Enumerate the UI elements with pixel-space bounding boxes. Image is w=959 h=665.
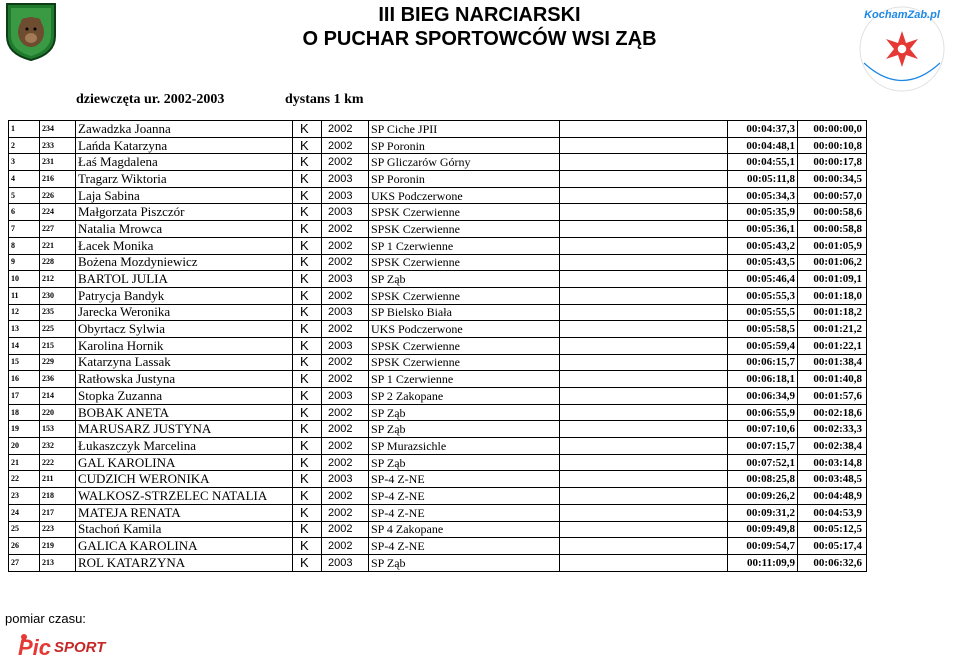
result-row — [9, 287, 867, 304]
result-club: SPSK Czerwienne — [369, 337, 560, 354]
result-place: 27 — [9, 554, 40, 571]
result-sex: K — [293, 454, 322, 471]
result-sex: K — [293, 121, 322, 138]
result-time: 00:04:37,3 — [728, 121, 798, 138]
result-place: 14 — [9, 337, 40, 354]
result-club: SPSK Czerwienne — [369, 221, 560, 238]
result-year: 2003 — [322, 388, 369, 405]
result-row — [9, 371, 867, 388]
result-bib: 222 — [40, 454, 76, 471]
result-row — [9, 237, 867, 254]
result-row — [9, 221, 867, 238]
result-diff: 00:01:22,1 — [798, 337, 867, 354]
result-year: 2002 — [322, 254, 369, 271]
result-club: SP Gliczarów Górny — [369, 154, 560, 171]
result-time: 00:09:54,7 — [728, 538, 798, 555]
result-diff: 00:01:06,2 — [798, 254, 867, 271]
result-empty-cell — [560, 404, 728, 421]
result-sex: K — [293, 237, 322, 254]
result-empty-cell — [560, 354, 728, 371]
result-time: 00:04:48,1 — [728, 137, 798, 154]
result-diff: 00:02:38,4 — [798, 438, 867, 455]
result-sex: K — [293, 404, 322, 421]
result-sex: K — [293, 287, 322, 304]
result-place: 26 — [9, 538, 40, 555]
result-time: 00:05:55,5 — [728, 304, 798, 321]
result-year: 2002 — [322, 121, 369, 138]
result-empty-cell — [560, 321, 728, 338]
result-empty-cell — [560, 488, 728, 505]
result-sex: K — [293, 171, 322, 188]
result-club: SP 1 Czerwienne — [369, 237, 560, 254]
result-name: Natalia Mrowca — [76, 221, 293, 238]
result-club: SP-4 Z-NE — [369, 504, 560, 521]
result-time: 00:04:55,1 — [728, 154, 798, 171]
result-sex: K — [293, 187, 322, 204]
result-row — [9, 187, 867, 204]
result-place: 21 — [9, 454, 40, 471]
result-time: 00:09:26,2 — [728, 488, 798, 505]
result-year: 2002 — [322, 421, 369, 438]
pic-sport-logo — [16, 630, 116, 662]
result-empty-cell — [560, 171, 728, 188]
result-name: Zawadzka Joanna — [76, 121, 293, 138]
result-place: 6 — [9, 204, 40, 221]
result-diff: 00:04:48,9 — [798, 488, 867, 505]
result-time: 00:05:43,2 — [728, 237, 798, 254]
result-club: SPSK Czerwienne — [369, 254, 560, 271]
result-bib: 219 — [40, 538, 76, 555]
result-diff: 00:01:05,9 — [798, 237, 867, 254]
result-time: 00:05:11,8 — [728, 171, 798, 188]
result-diff: 00:00:10,8 — [798, 137, 867, 154]
result-name: MATEJA RENATA — [76, 504, 293, 521]
result-bib: 224 — [40, 204, 76, 221]
result-empty-cell — [560, 304, 728, 321]
result-club: SP Bielsko Biała — [369, 304, 560, 321]
result-sex: K — [293, 271, 322, 288]
result-diff: 00:05:17,4 — [798, 538, 867, 555]
result-time: 00:06:15,7 — [728, 354, 798, 371]
result-year: 2002 — [322, 287, 369, 304]
result-place: 8 — [9, 237, 40, 254]
result-empty-cell — [560, 538, 728, 555]
result-empty-cell — [560, 504, 728, 521]
result-place: 20 — [9, 438, 40, 455]
result-year: 2002 — [322, 538, 369, 555]
result-place: 17 — [9, 388, 40, 405]
result-bib: 215 — [40, 337, 76, 354]
result-row — [9, 438, 867, 455]
result-time: 00:05:43,5 — [728, 254, 798, 271]
result-time: 00:07:10,6 — [728, 421, 798, 438]
result-club: SPSK Czerwienne — [369, 287, 560, 304]
result-year: 2002 — [322, 404, 369, 421]
result-place: 11 — [9, 287, 40, 304]
result-name: ROL KATARZYNA — [76, 554, 293, 571]
result-club: SP Ząb — [369, 421, 560, 438]
result-bib: 228 — [40, 254, 76, 271]
result-time: 00:08:25,8 — [728, 471, 798, 488]
result-sex: K — [293, 471, 322, 488]
result-place: 7 — [9, 221, 40, 238]
result-time: 00:11:09,9 — [728, 554, 798, 571]
result-club: SP-4 Z-NE — [369, 538, 560, 555]
result-place: 22 — [9, 471, 40, 488]
result-sex: K — [293, 254, 322, 271]
result-name: Lańda Katarzyna — [76, 137, 293, 154]
result-name: MARUSARZ JUSTYNA — [76, 421, 293, 438]
result-row — [9, 354, 867, 371]
result-time: 00:05:58,5 — [728, 321, 798, 338]
result-year: 2002 — [322, 137, 369, 154]
result-empty-cell — [560, 471, 728, 488]
result-row — [9, 388, 867, 405]
result-name: Katarzyna Lassak — [76, 354, 293, 371]
event-title-line1: III BIEG NARCIARSKI — [378, 4, 581, 26]
result-place: 25 — [9, 521, 40, 538]
category-label: dziewczęta ur. 2002-2003 — [76, 92, 225, 107]
result-row — [9, 321, 867, 338]
result-club: SP Ząb — [369, 404, 560, 421]
result-bib: 230 — [40, 287, 76, 304]
result-name: Łacek Monika — [76, 237, 293, 254]
svg-text:SPORT: SPORT — [54, 639, 106, 656]
result-name: Patrycja Bandyk — [76, 287, 293, 304]
result-sex: K — [293, 438, 322, 455]
result-empty-cell — [560, 137, 728, 154]
result-bib: 235 — [40, 304, 76, 321]
result-diff: 00:03:48,5 — [798, 471, 867, 488]
result-club: SP Ząb — [369, 454, 560, 471]
result-diff: 00:00:58,8 — [798, 221, 867, 238]
result-place: 10 — [9, 271, 40, 288]
timing-label: pomiar czasu: — [5, 611, 86, 626]
result-diff: 00:00:17,8 — [798, 154, 867, 171]
result-name: Stopka Zuzanna — [76, 388, 293, 405]
result-time: 00:05:46,4 — [728, 271, 798, 288]
result-place: 2 — [9, 137, 40, 154]
result-row — [9, 504, 867, 521]
result-bib: 226 — [40, 187, 76, 204]
result-diff: 00:00:57,0 — [798, 187, 867, 204]
result-row — [9, 154, 867, 171]
result-empty-cell — [560, 187, 728, 204]
result-year: 2002 — [322, 521, 369, 538]
result-place: 19 — [9, 421, 40, 438]
right-logo-text: KochamZab.pl — [864, 9, 940, 21]
result-time: 00:06:18,1 — [728, 371, 798, 388]
result-year: 2003 — [322, 271, 369, 288]
result-row — [9, 538, 867, 555]
result-diff: 00:02:33,3 — [798, 421, 867, 438]
result-time: 00:06:34,9 — [728, 388, 798, 405]
result-diff: 00:01:18,2 — [798, 304, 867, 321]
result-diff: 00:05:12,5 — [798, 521, 867, 538]
result-name: Łaś Magdalena — [76, 154, 293, 171]
result-name: Laja Sabina — [76, 187, 293, 204]
result-row — [9, 488, 867, 505]
result-row — [9, 121, 867, 138]
result-name: BARTOL JULIA — [76, 271, 293, 288]
result-time: 00:06:55,9 — [728, 404, 798, 421]
result-name: Małgorzata Piszczór — [76, 204, 293, 221]
result-year: 2003 — [322, 337, 369, 354]
result-year: 2002 — [322, 221, 369, 238]
result-year: 2002 — [322, 237, 369, 254]
result-row — [9, 404, 867, 421]
result-place: 4 — [9, 171, 40, 188]
result-row — [9, 421, 867, 438]
result-bib: 236 — [40, 371, 76, 388]
result-empty-cell — [560, 421, 728, 438]
result-row — [9, 471, 867, 488]
result-place: 13 — [9, 321, 40, 338]
result-time: 00:07:15,7 — [728, 438, 798, 455]
result-bib: 220 — [40, 404, 76, 421]
result-empty-cell — [560, 121, 728, 138]
result-place: 15 — [9, 354, 40, 371]
result-bib: 233 — [40, 137, 76, 154]
result-bib: 234 — [40, 121, 76, 138]
result-bib: 221 — [40, 237, 76, 254]
event-title-line2: O PUCHAR SPORTOWCÓW WSI ZĄB — [302, 28, 657, 50]
result-club: SPSK Czerwienne — [369, 204, 560, 221]
result-bib: 232 — [40, 438, 76, 455]
result-sex: K — [293, 521, 322, 538]
result-empty-cell — [560, 371, 728, 388]
result-year: 2002 — [322, 371, 369, 388]
svg-text:Pic: Pic — [18, 635, 52, 660]
result-club: SP Poronin — [369, 137, 560, 154]
result-club: SP-4 Z-NE — [369, 488, 560, 505]
result-diff: 00:01:18,0 — [798, 287, 867, 304]
result-bib: 223 — [40, 521, 76, 538]
result-bib: 153 — [40, 421, 76, 438]
result-diff: 00:01:40,8 — [798, 371, 867, 388]
result-club: SP Ciche JPII — [369, 121, 560, 138]
result-row — [9, 137, 867, 154]
result-name: Obyrtacz Sylwia — [76, 321, 293, 338]
result-club: SP 2 Zakopane — [369, 388, 560, 405]
results-table — [8, 120, 867, 572]
result-name: Tragarz Wiktoria — [76, 171, 293, 188]
result-sex: K — [293, 137, 322, 154]
result-year: 2003 — [322, 204, 369, 221]
result-place: 9 — [9, 254, 40, 271]
result-place: 16 — [9, 371, 40, 388]
result-name: Łukaszczyk Marcelina — [76, 438, 293, 455]
result-year: 2002 — [322, 354, 369, 371]
result-sex: K — [293, 504, 322, 521]
result-sex: K — [293, 538, 322, 555]
result-row — [9, 171, 867, 188]
result-sex: K — [293, 554, 322, 571]
result-time: 00:05:59,4 — [728, 337, 798, 354]
result-diff: 00:00:34,5 — [798, 171, 867, 188]
result-sex: K — [293, 154, 322, 171]
result-bib: 213 — [40, 554, 76, 571]
result-time: 00:05:34,3 — [728, 187, 798, 204]
result-sex: K — [293, 388, 322, 405]
result-bib: 216 — [40, 171, 76, 188]
result-place: 5 — [9, 187, 40, 204]
result-place: 18 — [9, 404, 40, 421]
result-sex: K — [293, 371, 322, 388]
result-year: 2003 — [322, 304, 369, 321]
result-bib: 231 — [40, 154, 76, 171]
result-bib: 211 — [40, 471, 76, 488]
result-row — [9, 271, 867, 288]
result-empty-cell — [560, 337, 728, 354]
result-year: 2002 — [322, 488, 369, 505]
result-place: 1 — [9, 121, 40, 138]
result-club: SP 1 Czerwienne — [369, 371, 560, 388]
result-empty-cell — [560, 554, 728, 571]
result-place: 3 — [9, 154, 40, 171]
result-empty-cell — [560, 221, 728, 238]
result-empty-cell — [560, 237, 728, 254]
result-name: Ratłowska Justyna — [76, 371, 293, 388]
result-year: 2002 — [322, 454, 369, 471]
result-name: Bożena Mozdyniewicz — [76, 254, 293, 271]
result-name: GAL KAROLINA — [76, 454, 293, 471]
result-sex: K — [293, 321, 322, 338]
result-row — [9, 304, 867, 321]
result-year: 2002 — [322, 504, 369, 521]
result-year: 2003 — [322, 471, 369, 488]
result-name: Stachoń Kamila — [76, 521, 293, 538]
result-sex: K — [293, 488, 322, 505]
result-diff: 00:01:09,1 — [798, 271, 867, 288]
result-bib: 212 — [40, 271, 76, 288]
result-diff: 00:04:53,9 — [798, 504, 867, 521]
result-club: SPSK Czerwienne — [369, 354, 560, 371]
result-bib: 229 — [40, 354, 76, 371]
result-diff: 00:01:38,4 — [798, 354, 867, 371]
result-empty-cell — [560, 154, 728, 171]
result-time: 00:09:31,2 — [728, 504, 798, 521]
result-empty-cell — [560, 388, 728, 405]
result-sex: K — [293, 204, 322, 221]
result-empty-cell — [560, 454, 728, 471]
result-year: 2003 — [322, 187, 369, 204]
result-time: 00:05:36,1 — [728, 221, 798, 238]
result-sex: K — [293, 221, 322, 238]
result-place: 12 — [9, 304, 40, 321]
result-diff: 00:06:32,6 — [798, 554, 867, 571]
result-time: 00:07:52,1 — [728, 454, 798, 471]
result-diff: 00:01:21,2 — [798, 321, 867, 338]
result-diff: 00:01:57,6 — [798, 388, 867, 405]
result-empty-cell — [560, 521, 728, 538]
result-year: 2003 — [322, 171, 369, 188]
result-time: 00:05:55,3 — [728, 287, 798, 304]
result-time: 00:05:35,9 — [728, 204, 798, 221]
result-bib: 214 — [40, 388, 76, 405]
result-bib: 227 — [40, 221, 76, 238]
result-name: GALICA KAROLINA — [76, 538, 293, 555]
result-sex: K — [293, 304, 322, 321]
result-club: SP-4 Z-NE — [369, 471, 560, 488]
result-row — [9, 454, 867, 471]
result-name: CUDZICH WERONIKA — [76, 471, 293, 488]
result-name: BOBAK ANETA — [76, 404, 293, 421]
result-bib: 217 — [40, 504, 76, 521]
result-place: 24 — [9, 504, 40, 521]
result-sex: K — [293, 337, 322, 354]
result-club: UKS Podczerwone — [369, 187, 560, 204]
result-club: SP Ząb — [369, 271, 560, 288]
kochamzab-logo — [852, 3, 952, 95]
result-empty-cell — [560, 287, 728, 304]
result-year: 2003 — [322, 554, 369, 571]
result-year: 2002 — [322, 438, 369, 455]
result-empty-cell — [560, 438, 728, 455]
result-name: Jarecka Weronika — [76, 304, 293, 321]
result-sex: K — [293, 354, 322, 371]
result-diff: 00:02:18,6 — [798, 404, 867, 421]
result-diff: 00:00:00,0 — [798, 121, 867, 138]
result-time: 00:09:49,8 — [728, 521, 798, 538]
result-empty-cell — [560, 271, 728, 288]
result-sex: K — [293, 421, 322, 438]
result-diff: 00:03:14,8 — [798, 454, 867, 471]
result-bib: 225 — [40, 321, 76, 338]
result-club: SP Ząb — [369, 554, 560, 571]
result-name: WALKOSZ-STRZELEC NATALIA — [76, 488, 293, 505]
result-bib: 218 — [40, 488, 76, 505]
result-club: SP 4 Zakopane — [369, 521, 560, 538]
result-row — [9, 204, 867, 221]
result-year: 2002 — [322, 154, 369, 171]
result-club: UKS Podczerwone — [369, 321, 560, 338]
result-place: 23 — [9, 488, 40, 505]
result-row — [9, 521, 867, 538]
result-year: 2002 — [322, 321, 369, 338]
result-row — [9, 254, 867, 271]
result-club: SP Murazsichle — [369, 438, 560, 455]
result-name: Karolina Hornik — [76, 337, 293, 354]
result-empty-cell — [560, 254, 728, 271]
result-club: SP Poronin — [369, 171, 560, 188]
result-row — [9, 554, 867, 571]
distance-label: dystans 1 km — [285, 92, 364, 107]
result-empty-cell — [560, 204, 728, 221]
results-table-body — [9, 121, 867, 572]
result-diff: 00:00:58,6 — [798, 204, 867, 221]
result-row — [9, 337, 867, 354]
